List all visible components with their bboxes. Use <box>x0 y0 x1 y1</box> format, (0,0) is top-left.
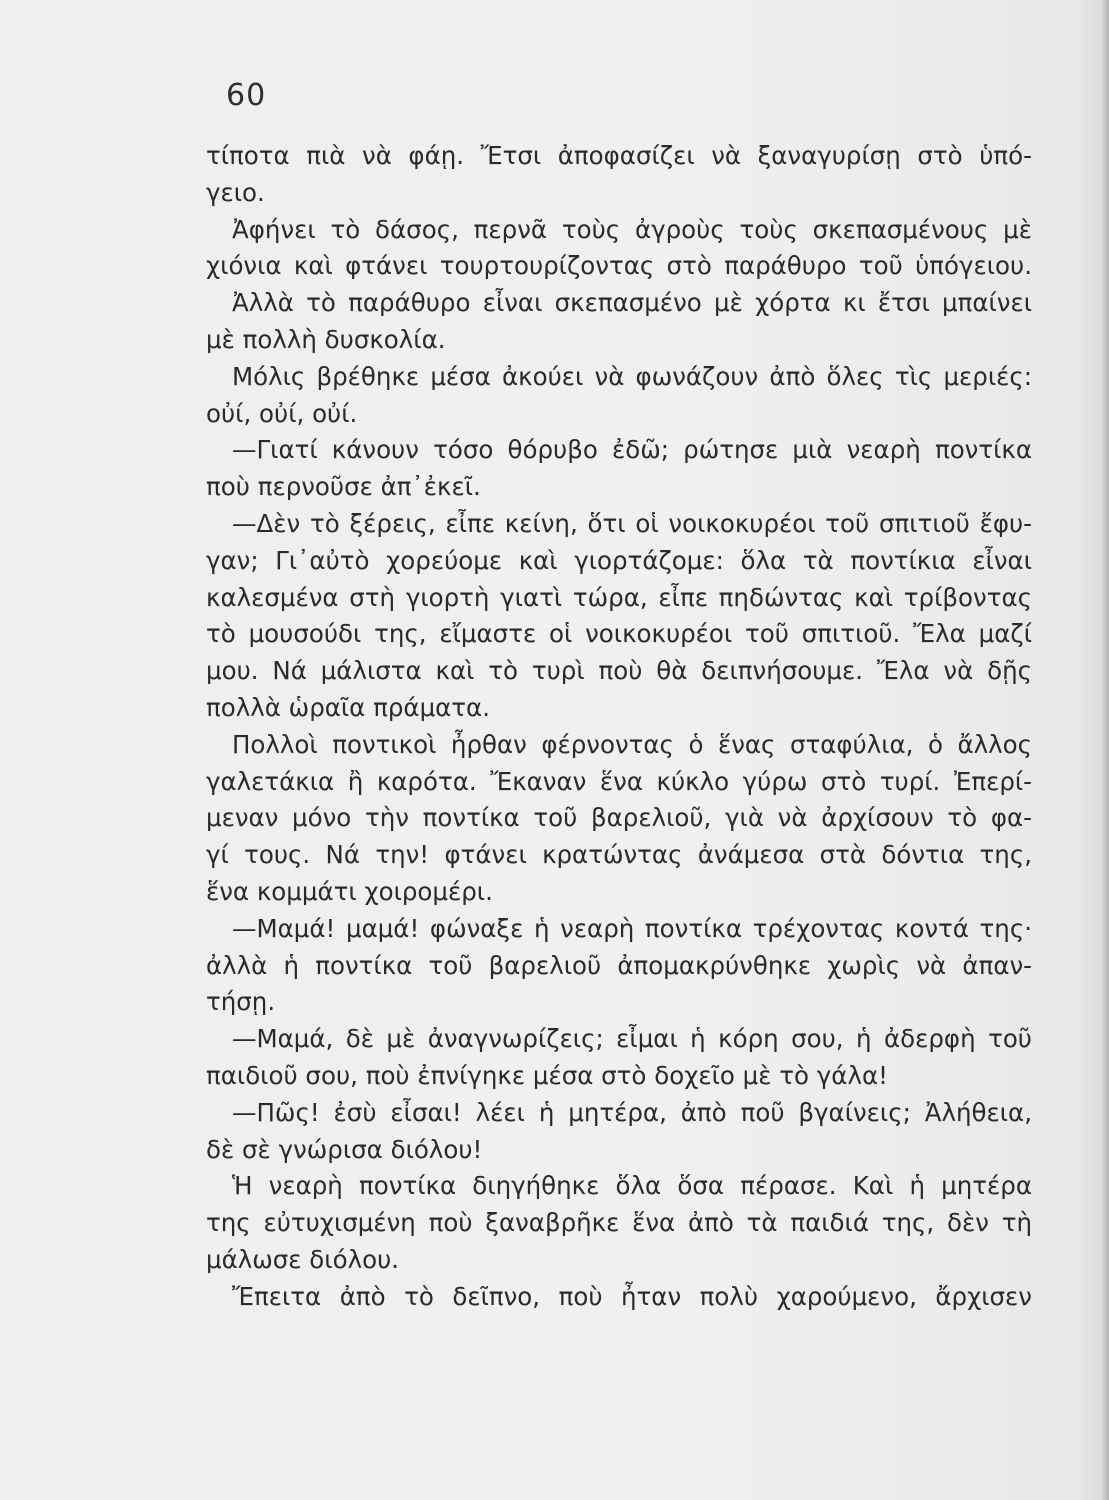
binding-shadow <box>1101 0 1109 1500</box>
body-text <box>206 138 1032 1316</box>
text-line: της εὐτυχισμένη ποὺ ξαναβρῆκε ἕνα ἀπὸ τὰ παιδιά της, δὲν τὴ <box>206 1208 1032 1238</box>
text-line: τήσῃ. <box>206 987 276 1017</box>
text-line: —Γιατί κάνουν τόσο θόρυβο ἐδῶ; ρώτησε μιὰ νεαρὴ ποντίκα <box>232 435 1032 465</box>
text-line: πολλὰ ὡραῖα πράματα. <box>206 692 490 722</box>
text-line: τίποτα πιὰ νὰ φάῃ. Ἔτσι ἀποφασίζει νὰ ξαναγυρίσῃ στὸ ὑπό- <box>206 141 1032 170</box>
text-line: Ἀλλὰ τὸ παράθυρο εἶναι σκεπασμένο μὲ χόρτα κι ἔτσι μπαίνει <box>232 288 1032 318</box>
text-line: Ἀφήνει τὸ δάσος, περνᾶ τοὺς ἀγροὺς τοὺς σκεπασμένους μὲ <box>232 214 1032 244</box>
text-line: —Μαμά! μαμά! φώναξε ἡ νεαρὴ ποντίκα τρέχοντας κοντά της· <box>232 913 1032 943</box>
text-line: οὐί, οὐί, οὐί. <box>206 398 358 428</box>
page-number: 60 <box>226 78 267 113</box>
text-line: καλεσμένα στὴ γιορτὴ γιατὶ τώρα, εἶπε πηδώντας καὶ τρίβοντας <box>206 582 1032 612</box>
text-line: —Πῶς! ἐσὺ εἶσαι! λέει ἡ μητέρα, ἀπὸ ποῦ βγαίνεις; Ἀλήθεια, <box>232 1097 1032 1127</box>
text-line: —Δὲν τὸ ξέρεις, εἶπε κείνη, ὅτι οἱ νοικοκυρέοι τοῦ σπιτιοῦ ἔφυ- <box>232 508 1032 538</box>
text-line: γαν; Γι᾿αὐτὸ χορεύομε καὶ γιορτάζομε: ὅλα τὰ ποντίκια εἶναι <box>206 545 1032 575</box>
text-line: γαλετάκια ἢ καρότα. Ἔκαναν ἕνα κύκλο γύρω στὸ τυρί. Ἐπερί- <box>206 766 1032 796</box>
text-line: Πολλοὶ ποντικοὶ ἦρθαν φέρνοντας ὁ ἕνας σταφύλια, ὁ ἄλλος <box>232 729 1032 759</box>
text-line: Ἔπειτα ἀπὸ τὸ δεῖπνο, ποὺ ἦταν πολὺ χαρούμενο, ἄρχισεν <box>232 1281 1032 1311</box>
text-line: Μόλις βρέθηκε μέσα ἀκούει νὰ φωνάζουν ἀπὸ ὅλες τὶς μεριές: <box>232 361 1032 391</box>
text-line: δὲ σὲ γνώρισα διόλου! <box>206 1134 483 1164</box>
text-line: γειο. <box>206 177 265 207</box>
text-line: μάλωσε διόλου. <box>206 1244 400 1274</box>
text-line: χιόνια καὶ φτάνει τουρτουρίζοντας στὸ παράθυρο τοῦ ὑπόγειου. <box>206 251 1032 281</box>
text-line: Ἡ νεαρὴ ποντίκα διηγήθηκε ὅλα ὅσα πέρασε. Καὶ ἡ μητέρα <box>232 1171 1032 1201</box>
text-line: παιδιοῦ σου, ποὺ ἐπνίγηκε μέσα στὸ δοχεῖο μὲ τὸ γάλα! <box>206 1060 888 1090</box>
text-line: τὸ μουσούδι της, εἴμαστε οἱ νοικοκυρέοι τοῦ σπιτιοῦ. Ἔλα μαζί <box>206 619 1032 649</box>
text-line: μου. Νά μάλιστα καὶ τὸ τυρὶ ποὺ θὰ δειπνήσουμε. Ἔλα νὰ δῇς <box>206 656 1032 686</box>
text-line: μὲ πολλὴ δυσκολία. <box>206 324 446 354</box>
text-line: μεναν μόνο τὴν ποντίκα τοῦ βαρελιοῦ, γιὰ νὰ ἀρχίσουν τὸ φα- <box>206 803 1032 833</box>
text-line: ἀλλὰ ἡ ποντίκα τοῦ βαρελιοῦ ἀπομακρύνθηκε χωρὶς νὰ ἀπαν- <box>206 950 1032 980</box>
text-line: ποὺ περνοῦσε ἀπ᾿ἐκεῖ. <box>206 472 481 502</box>
text-line: ἕνα κομμάτι χοιρομέρι. <box>206 876 493 906</box>
text-line: —Μαμά, δὲ μὲ ἀναγνωρίζεις; εἶμαι ἡ κόρη σου, ἡ ἀδερφὴ τοῦ <box>232 1024 1032 1054</box>
text-line: γί τους. Νά την! φτάνει κρατώντας ἀνάμεσα στὰ δόντια της, <box>206 840 1032 870</box>
